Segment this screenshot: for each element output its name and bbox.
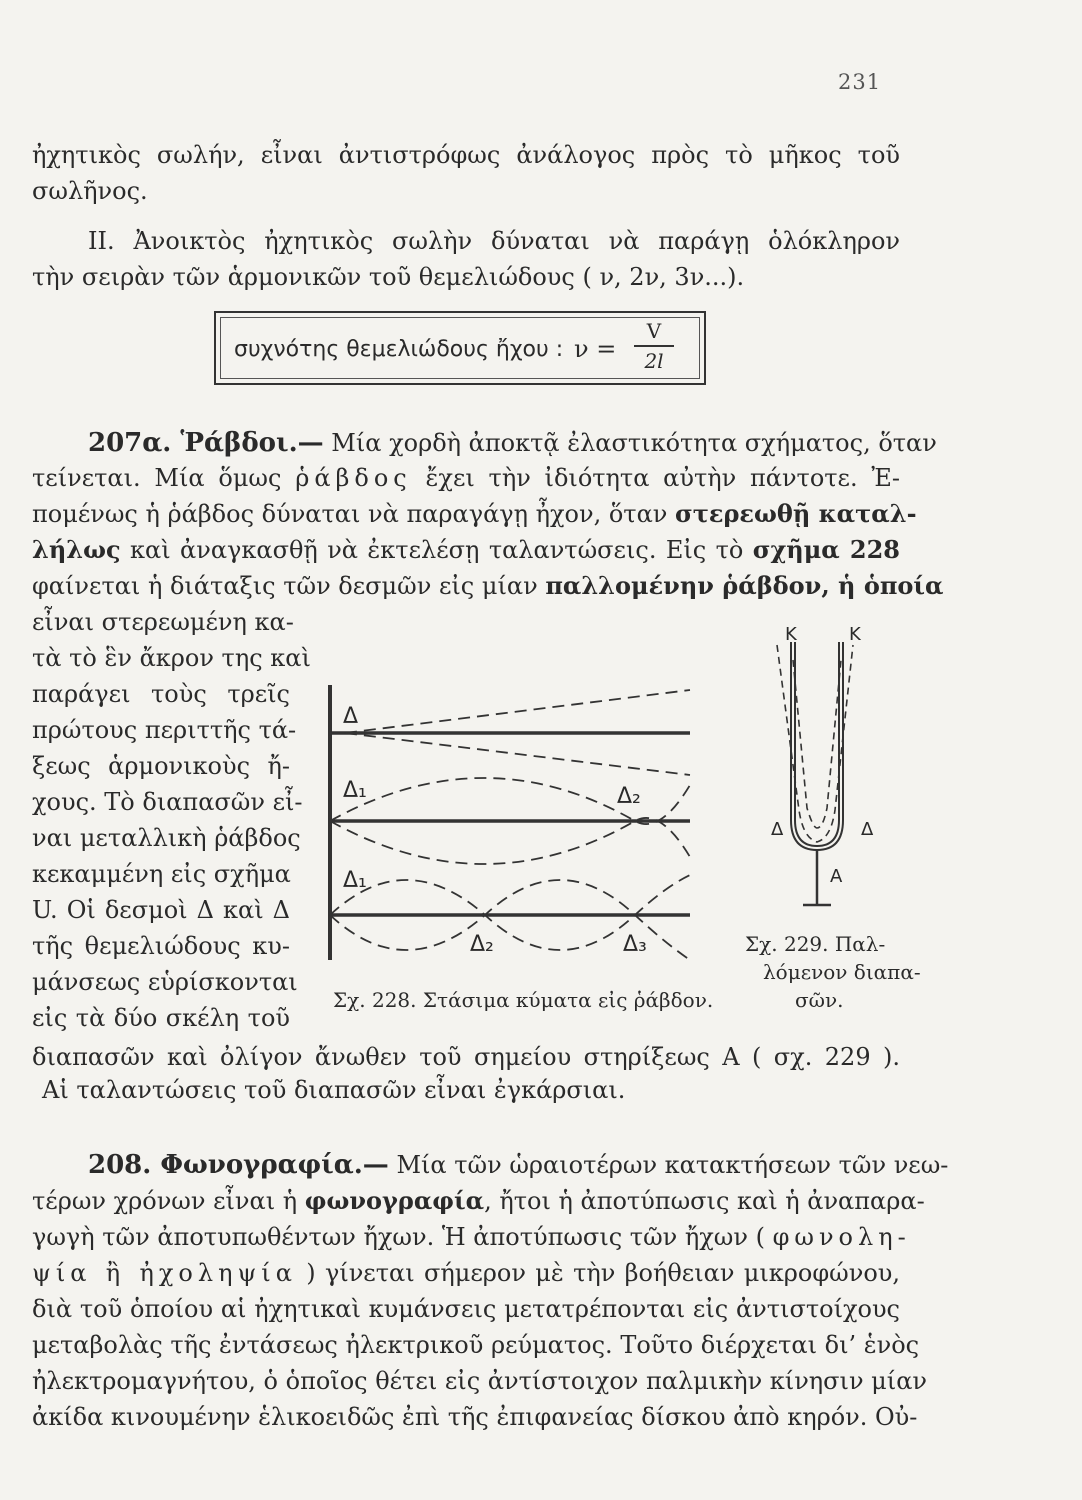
formula-box	[214, 311, 706, 385]
s207-line3: πομένως ἡ ῥάβδος δύναται νὰ παραγάγῃ ἦχον, ὅταν στερεωθῇ καταλ-	[32, 499, 917, 528]
para2-line1: II. Ἀνοικτὸς ἠχητικὸς σωλὴν δύναται νὰ παράγῃ ὁλόκληρον	[88, 227, 900, 255]
s207-narrow-12: εἰς τὰ δύο σκέλη τοῦ	[32, 1004, 290, 1032]
s207-narrow-3: παράγει τοὺς τρεῖς	[32, 680, 290, 708]
para1-line1: ἠχητικὸς σωλήν, εἶναι ἀντιστρόφως ἀνάλογος πρὸς τὸ μῆκος τοῦ	[32, 141, 900, 169]
s208-line3: γωγὴ τῶν ἀποτυπωθέντων ἤχων. Ἡ ἀποτύπωσις τῶν ἤχων ( φωνολη-	[32, 1223, 911, 1251]
s207-narrow-11: μάνσεως εὑρίσκονται	[32, 968, 298, 996]
s208-line5: διὰ τοῦ ὁποίου αἱ ἠχητικαὶ κυμάνσεις μετατρέπονται εἰς ἀντιστοίχους	[32, 1295, 900, 1323]
formula-lhs: ν =	[574, 335, 617, 363]
s208-line4: ψία ἢ ἠχοληψία ) γίνεται σήμερον μὲ τὴν βοήθειαν μικροφώνου,	[32, 1259, 900, 1287]
fig228-label-delta1-a: Δ₁	[343, 778, 367, 803]
formula-denominator: 2l	[644, 349, 664, 373]
para2-line2: τὴν σειρὰν τῶν ἁρμονικῶν τοῦ θεμελιώδους ( ν, 2ν, 3ν...).	[32, 263, 745, 291]
fig229-label-delta-left: Δ	[771, 819, 784, 840]
fig228-caption: Σχ. 228. Στάσιμα κύματα εἰς ῥάβδον.	[333, 988, 714, 1012]
s207-narrow-8: κεκαμμένη εἰς σχῆμα	[32, 860, 291, 888]
s207-line2: τείνεται. Μία ὅμως ῥάβδος ἔχει τὴν ἰδιότητα αὐτὴν πάντοτε. Ἐ-	[32, 464, 900, 492]
s208-line1: 208. Φωνογραφία.— Μία τῶν ὡραιοτέρων κατακτήσεων τῶν νεω-	[88, 1150, 949, 1180]
fig228-label-delta1-b: Δ₁	[343, 868, 367, 893]
s207-narrow-7: ναι μεταλλικὴ ῥάβδος	[32, 824, 301, 852]
s207-narrow-2: τὰ τὸ ἓν ἄκρον της καὶ	[32, 644, 311, 672]
s207-narrow-5: ξεως ἁρμονικοὺς ἤ-	[32, 752, 290, 780]
s208-line6: μεταβολὰς τῆς ἐντάσεως ἠλεκτρικοῦ ρεύματος. Τοῦτο διέρχεται δι’ ἑνὸς	[32, 1331, 920, 1359]
formula-label: συχνότης θεμελιώδους ἤχου :	[234, 337, 564, 362]
s207-line4: λήλως καὶ ἀναγκασθῇ νὰ ἐκτελέσῃ ταλαντώσεις. Εἰς τὸ σχῆμα 228	[32, 535, 900, 564]
fig229-label-delta-right: Δ	[861, 819, 874, 840]
s208-line8: ἀκίδα κινουμένην ἑλικοειδῶς ἐπὶ τῆς ἐπιφανείας δίσκου ἀπὸ κηρόν. Οὐ-	[32, 1403, 918, 1431]
s207-narrow-6: χους. Τὸ διαπασῶν εἶ-	[32, 788, 303, 816]
para1-line2: σωλῆνος.	[32, 177, 148, 205]
s207-after-2: Αἱ ταλαντώσεις τοῦ διαπασῶν εἶναι ἐγκάρσιαι.	[42, 1076, 626, 1104]
s207-title: 207α. Ῥάβδοι.—	[88, 428, 324, 458]
s207-narrow-1: εἶναι στερεωμένη κα-	[32, 608, 294, 636]
fig228-label-delta2-a: Δ₂	[617, 784, 641, 809]
s207-line5: φαίνεται ἡ διάταξις τῶν δεσμῶν εἰς μίαν παλλομένην ῥάβδον, ἡ ὁποία	[32, 571, 944, 600]
fig229-label-k1: K	[785, 624, 797, 645]
figure-228	[305, 675, 715, 970]
s207-narrow-9: U. Οἱ δεσμοὶ Δ καὶ Δ	[32, 896, 290, 924]
s208-line2: τέρων χρόνων εἶναι ἡ φωνογραφία, ἤτοι ἡ ἀποτύπωσις καὶ ἡ ἀναπαρα-	[32, 1186, 925, 1215]
s207-narrow-4: πρώτους περιττῆς τά-	[32, 716, 297, 744]
fig229-caption-3: σῶν.	[795, 988, 844, 1012]
page-number: 231	[838, 70, 882, 94]
fig229-caption-1: Σχ. 229. Παλ-	[745, 932, 886, 956]
figure-229	[755, 620, 885, 920]
fig229-caption-2: λόμενον διαπα-	[763, 960, 921, 984]
s207-line1: 207α. Ῥάβδοι.— Μία χορδὴ ἀποκτᾷ ἐλαστικότητα σχήματος, ὅταν	[88, 428, 937, 458]
s207-narrow-10: τῆς θεμελιώδους κυ-	[32, 932, 290, 960]
formula-fraction	[634, 319, 674, 373]
fig229-label-k2: K	[849, 624, 861, 645]
s208-line7: ἠλεκτρομαγνήτου, ὁ ὁποῖος θέτει εἰς ἀντίστοιχον παλμικὴν κίνησιν μίαν	[32, 1367, 927, 1395]
formula-numerator: V	[634, 319, 674, 347]
fig228-label-delta: Δ	[343, 704, 359, 729]
s208-title: 208. Φωνογραφία.—	[88, 1150, 389, 1180]
fig229-label-a: A	[830, 866, 843, 887]
fig228-label-delta2-b: Δ₂	[470, 932, 494, 957]
fig228-label-delta3: Δ₃	[623, 932, 647, 957]
s207-after-1: διαπασῶν καὶ ὀλίγον ἄνωθεν τοῦ σημείου στηρίξεως Α ( σχ. 229 ).	[32, 1043, 900, 1071]
